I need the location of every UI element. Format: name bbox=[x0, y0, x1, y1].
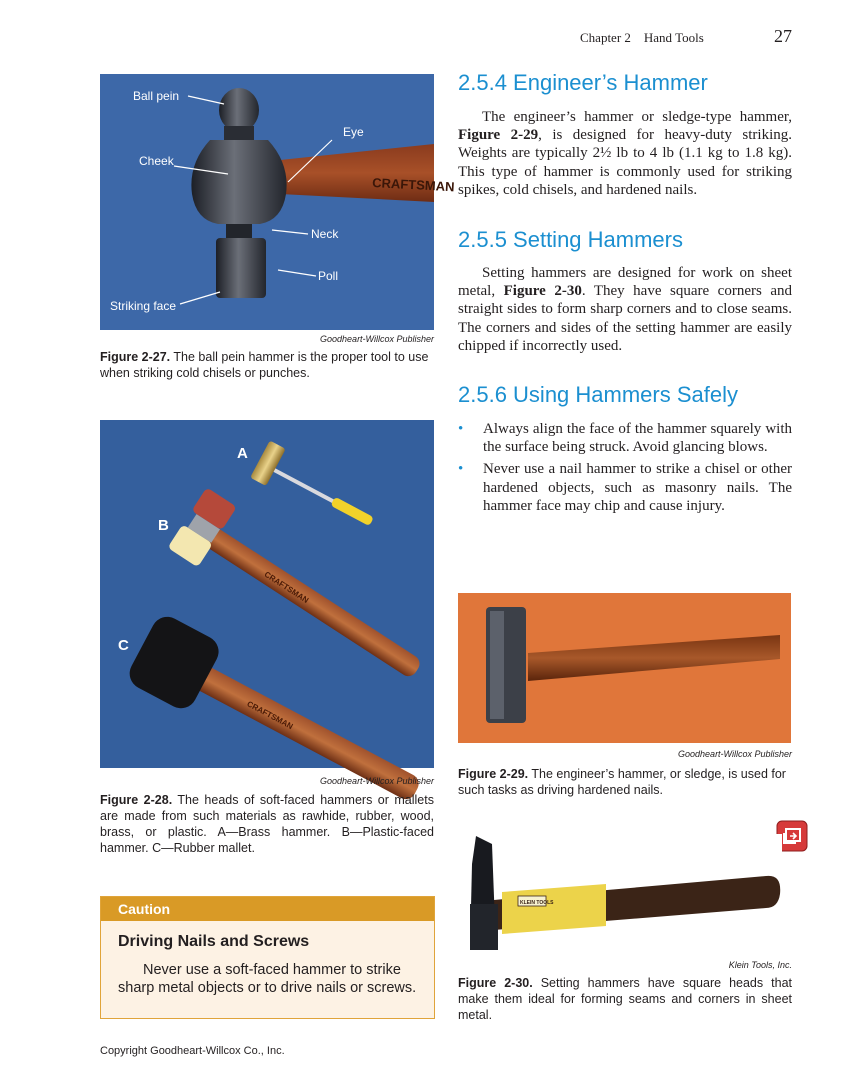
label-a: A bbox=[237, 445, 248, 462]
heading-2-5-5: 2.5.5 Setting Hammers bbox=[458, 227, 683, 252]
paragraph-2-5-4 bbox=[458, 108, 792, 199]
figure-2-28-caption bbox=[100, 792, 434, 856]
caution-title: Driving Nails and Screws bbox=[118, 933, 310, 950]
bullet-text: Always align the face of the hammer squarely with the surface being struck. Avoid glancing blows. bbox=[483, 421, 792, 456]
list-item bbox=[458, 420, 792, 456]
handle-brand-text: CRAFTSMAN bbox=[371, 175, 455, 195]
caution-box bbox=[100, 896, 435, 1019]
paragraph-2-5-4-text-a: The engineer’s hammer or sledge-type hammer, bbox=[482, 109, 792, 125]
chapter-title: Chapter 2 Hand Tools bbox=[580, 30, 704, 45]
figure-2-29-reference[interactable]: Figure 2-29 bbox=[458, 127, 539, 144]
label-c: C bbox=[118, 637, 129, 654]
figure-2-27-credit: Goodheart-Willcox Publisher bbox=[320, 334, 434, 344]
figure-2-29-caption bbox=[458, 766, 792, 798]
figure-2-30-photo bbox=[466, 834, 782, 954]
mallet-c-brand-text: CRAFTSMAN bbox=[245, 699, 295, 732]
heading-2-5-6: 2.5.6 Using Hammers Safely bbox=[458, 382, 738, 407]
label-striking-face: Striking face bbox=[110, 299, 177, 313]
paragraph-2-5-5 bbox=[458, 264, 792, 355]
soft-faced-hammers-illustration bbox=[100, 420, 434, 768]
safety-bullet-list bbox=[458, 420, 792, 519]
figure-2-27-caption bbox=[100, 349, 436, 381]
figure-2-30-caption-label: Figure 2-30. bbox=[458, 976, 533, 990]
paragraph-2-5-4-text-b: , is designed for heavy-duty striking. Weights are typically 2½ lb to 4 lb (1.1 kg to 1.8 kg). This type of hammer is commonly used for striking spikes, cold chisels, and hardened nails. bbox=[458, 127, 792, 198]
page-number: 27 bbox=[774, 26, 792, 46]
copyright-footer: Copyright Goodheart-Willcox Co., Inc. bbox=[100, 1045, 285, 1057]
figure-2-27-caption-label: Figure 2-27. bbox=[100, 350, 171, 364]
label-cheek: Cheek bbox=[139, 154, 174, 168]
running-header bbox=[580, 28, 792, 46]
mallet-b-brand-text: CRAFTSMAN bbox=[262, 569, 311, 605]
figure-2-30-credit: Klein Tools, Inc. bbox=[728, 960, 792, 970]
paragraph-2-5-5-text-b: . They have square corners and straight sides to form sharp corners and to close seams. The corners and sides of the setting hammer are easily chipped if incorrectly used. bbox=[458, 283, 792, 354]
paragraph-2-5-5-text-a: Setting hammers are designed for work on sheet metal, bbox=[458, 265, 792, 300]
caution-header: Caution bbox=[101, 897, 434, 921]
figure-2-30-reference[interactable]: Figure 2-30 bbox=[503, 283, 582, 300]
figure-2-27-caption-text: The ball pein hammer is the proper tool to use when striking cold chisels or punches. bbox=[100, 350, 429, 380]
label-eye: Eye bbox=[343, 125, 364, 139]
ball-pein-hammer-illustration bbox=[100, 74, 455, 330]
figure-2-28-caption-text: The heads of soft-faced hammers or mallets are made from such materials as rawhide, rubber, wood, brass, or plastic. A—Brass hammer. B—Plastic-faced hammer. C—Rubber mallet. bbox=[100, 793, 434, 855]
figure-2-28-credit: Goodheart-Willcox Publisher bbox=[320, 776, 434, 786]
engineers-hammer-illustration bbox=[458, 593, 791, 743]
figure-2-27-photo bbox=[100, 74, 455, 330]
label-ball-pein: Ball pein bbox=[133, 89, 180, 103]
heading-2-5-4: 2.5.4 Engineer’s Hammer bbox=[458, 70, 708, 95]
handle-brand-text: KLEIN TOOLS bbox=[520, 900, 554, 906]
figure-2-30-caption bbox=[458, 975, 792, 1023]
bullet-icon: • bbox=[458, 461, 464, 478]
figure-2-29-credit: Goodheart-Willcox Publisher bbox=[678, 749, 792, 759]
label-b: B bbox=[158, 517, 169, 534]
label-neck: Neck bbox=[311, 227, 339, 241]
setting-hammer-illustration bbox=[466, 834, 782, 954]
bullet-icon: • bbox=[458, 421, 464, 437]
figure-2-29-caption-label: Figure 2-29. bbox=[458, 767, 529, 781]
label-poll: Poll bbox=[318, 269, 339, 283]
figure-2-29-photo bbox=[458, 593, 791, 743]
figure-2-29-caption-text: The engineer’s hammer, or sledge, is used for such tasks as driving hardened nails. bbox=[458, 767, 786, 797]
list-item bbox=[458, 460, 792, 515]
figure-2-28-caption-label: Figure 2-28. bbox=[100, 793, 173, 807]
caution-body: Never use a soft-faced hammer to strike sharp metal objects or to drive nails or screws. bbox=[118, 962, 417, 996]
figure-2-30-caption-text: Setting hammers have square heads that make them ideal for forming seams and corners in sheet metal. bbox=[458, 976, 792, 1022]
figure-2-28-photo bbox=[100, 420, 434, 768]
bullet-text: Never use a nail hammer to strike a chisel or other hardened objects, such as masonry nails. The hammer face may chip and cause injury. bbox=[483, 461, 792, 514]
